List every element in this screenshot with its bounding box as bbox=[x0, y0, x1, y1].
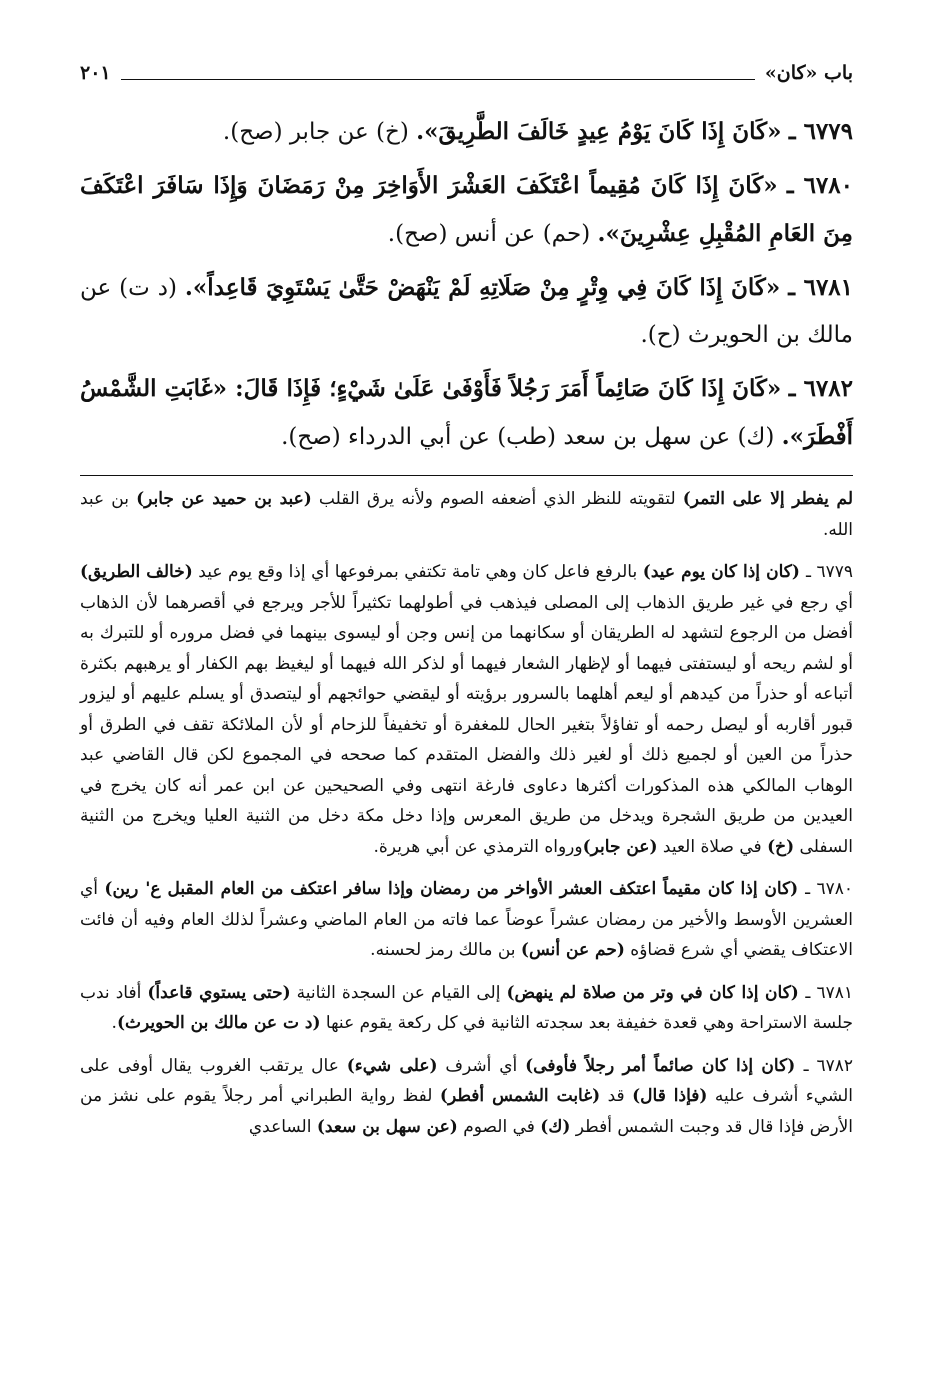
chapter-title: باب «كان» bbox=[764, 62, 853, 84]
commentary-text: بن مالك رمز لحسنه. bbox=[370, 940, 521, 960]
hadith-number: ٦٧٧٩ ـ bbox=[788, 118, 853, 145]
commentary-bold: (عن جابر) bbox=[582, 836, 658, 857]
hadith-6779 bbox=[80, 108, 853, 156]
hadith-text: «كَانَ إِذَا كَانَ فِي وِتْرٍ مِنْ صَلَاتِهِ لَمْ يَنْهَضْ حَتَّىٰ يَسْتَوِيَ قَاعِداً». bbox=[184, 274, 781, 301]
commentary-bold: (كان إذا كان في وتر من صلاة لم ينهض) bbox=[506, 982, 806, 1003]
hadith-6781 bbox=[80, 264, 853, 359]
commentary-text: لفظ رواية الطبراني أمر رجلاً يقوم على نشز من الأرض فإذا قال قد وجبت الشمس أفطر bbox=[80, 1086, 853, 1137]
commentary-text: الساعدي bbox=[248, 1116, 317, 1137]
hadith-number: ٦٧٨٠ ـ bbox=[786, 172, 853, 199]
commentary-text: إلى القيام عن السجدة الثانية bbox=[290, 982, 507, 1003]
commentary-paragraph-6782 bbox=[80, 1051, 853, 1143]
commentary-text: أي رجع في غير طريق الذهاب إلى المصلى فيذهب في أطولهما تكثيراً للأجر ويرجع في أقصرهما لأن الذهاب أفضل من الرجوع لتشهد له الطريقان أو سكانهما من إنس وجن أو ليسوى بينهما في فضل مروره أو للتبرك به أو لشم ريحه أو ليستفتى فيهما أو لإظهار الشعار فيهما أو لذكر الله فيهما أو ليغيظ بهم الكفار أو يرهبهم بكثرة أتباعه أو حذراً من كيدهم أو ليعم أهلهما بالسرور برؤيته أو ليقضي حوائجهم أو ليتصدق أو يسلم عليهم أو ليزور قبور أقاربه أو ليصل رحمه أو تفاؤلاً بتغير الحال للمغفرة أو تخفيفاً للزحام أو لأن الملائكة تقف في الطرق أو حذراً من العين أو لجميع ذلك أو لغير ذلك والفضل المتقدم كما صححه في المجموع لكن قال القاضي عبد الوهاب المالكي هذه المذكورات أكثرها دعاوى فارغة انتهى وفي الصحيحين عن ابن عمر أنه كان يخرج في العيدين من طريق الشجرة ويدخل من طريق المعرس وإذا دخل مكة دخل من الثنية العليا ويخرج من الثنية السفلى bbox=[80, 592, 853, 857]
hadith-source: (ك) عن سهل بن سعد (طب) عن أبي الدرداء (صح). bbox=[281, 424, 775, 450]
hadith-number: ٦٧٨١ ـ bbox=[788, 274, 854, 301]
hadith-source: (حم) عن أنس (صح). bbox=[387, 221, 591, 247]
running-header bbox=[80, 56, 853, 90]
commentary-bold: (كان إذا كان صائماً أمر رجلاً فأوفى) bbox=[525, 1055, 804, 1076]
commentary-paragraph-6779 bbox=[80, 557, 853, 862]
commentary-bold: (غابت الشمس أفطر) bbox=[439, 1086, 601, 1106]
commentary-bold: (فإذا قال) bbox=[632, 1086, 708, 1106]
hadith-source: (د ت) عن مالك بن الحويرث (ح). bbox=[80, 275, 853, 348]
commentary-bold: (خ) bbox=[767, 836, 795, 857]
commentary-number: ٦٧٨٠ ـ bbox=[805, 879, 853, 899]
hadith-text: «كَانَ إِذَا كَانَ يَوْمُ عِيدٍ خَالَفَ الطَّرِيقَ». bbox=[416, 118, 782, 145]
commentary-number: ٦٧٨١ ـ bbox=[805, 982, 853, 1003]
commentary-number: ٦٧٧٩ ـ bbox=[805, 562, 854, 582]
hadith-list bbox=[80, 108, 853, 461]
commentary-text: عال يرتقب الغروب يقال أوفى على الشيء أشرف عليه bbox=[80, 1055, 854, 1106]
commentary-bold: (خالف الطريق) bbox=[80, 562, 193, 582]
commentary-text: بن عبد الله. bbox=[80, 489, 853, 540]
commentary-bold: (د ت عن مالك بن الحويرث) bbox=[116, 1013, 321, 1033]
commentary-bold: (على شيء) bbox=[346, 1055, 438, 1076]
commentary-text: ورواه الترمذي عن أبي هريرة. bbox=[373, 836, 583, 857]
commentary-text: لتقويته للنظر الذي أضعفه الصوم ولأنه يرق القلب bbox=[311, 489, 683, 509]
hadith-6780 bbox=[80, 162, 853, 258]
commentary-text: أفاد ندب جلسة الاستراحة وهي قعدة خفيفة بعد سجدته الثانية في كل ركعة يقوم عنها bbox=[80, 982, 853, 1033]
commentary-text: أي العشرين الأوسط والأخير من رمضان عشراً عوضاً عما فاته من العام الماضي وعشراً لذلك العام وفيه أن فائت الاعتكاف يقضي أي شرع قضاؤه bbox=[80, 879, 853, 960]
book-page bbox=[80, 56, 853, 1360]
hadith-number: ٦٧٨٢ ـ bbox=[788, 375, 853, 402]
commentary-text: في الصوم bbox=[457, 1116, 541, 1137]
page-number: ٢٠١ bbox=[80, 62, 111, 84]
commentary-bold: لم يفطر إلا على التمر) bbox=[682, 489, 854, 509]
commentary-text: قد bbox=[600, 1086, 633, 1106]
commentary-text: بالرفع فاعل كان وهي تامة تكتفي بمرفوعها أي إذا وقع يوم عيد bbox=[192, 562, 643, 582]
commentary-bold: (عبد بن حميد عن جابر) bbox=[136, 489, 312, 509]
commentary-bold: (عن سهل بن سعد) bbox=[316, 1116, 458, 1137]
commentary-text: في صلاة العيد bbox=[657, 836, 768, 857]
commentary-text: أي أشرف bbox=[437, 1055, 526, 1076]
commentary-bold: (كان إذا كان يوم عيد) bbox=[642, 562, 806, 582]
commentary-number: ٦٧٨٢ ـ bbox=[803, 1055, 853, 1076]
commentary-bold: (حتى يستوي قاعداً) bbox=[147, 982, 291, 1003]
hadith-text: «كَانَ إِذَا كَانَ مُقِيماً اعْتَكَفَ العَشْرَ الأَوَاخِرَ مِنْ رَمَضَانَ وَإِذَا سَافَرَ اعْتَكَفَ مِنَ العَامِ المُقْبِلِ عِشْرِينَ». bbox=[80, 172, 853, 247]
commentary-text: . bbox=[111, 1013, 117, 1033]
commentary-bold: (ك) bbox=[540, 1116, 571, 1137]
hadith-text: «كَانَ إِذَا كَانَ صَائِماً أَمَرَ رَجُلاً فَأَوْفَىٰ عَلَىٰ شَيْءٍ؛ فَإِذَا قَالَ: «غَابَتِ الشَّمْسُ أَفْطَرَ». bbox=[80, 375, 853, 450]
header-rule bbox=[121, 79, 755, 80]
hadith-source: (خ) عن جابر (صح). bbox=[222, 119, 409, 145]
footnote-separator bbox=[80, 475, 853, 476]
commentary-paragraph-6780 bbox=[80, 874, 853, 966]
commentary-paragraph-6781 bbox=[80, 978, 853, 1039]
commentary-section bbox=[80, 484, 853, 1142]
commentary-paragraph-continuation bbox=[80, 484, 853, 545]
hadith-6782 bbox=[80, 365, 853, 461]
commentary-bold: (حم عن أنس) bbox=[520, 940, 625, 960]
commentary-bold: (كان إذا كان مقيماً اعتكف العشر الأواخر من رمضان وإذا سافر اعتكف من العام المقبل ع' رين) bbox=[104, 879, 806, 899]
